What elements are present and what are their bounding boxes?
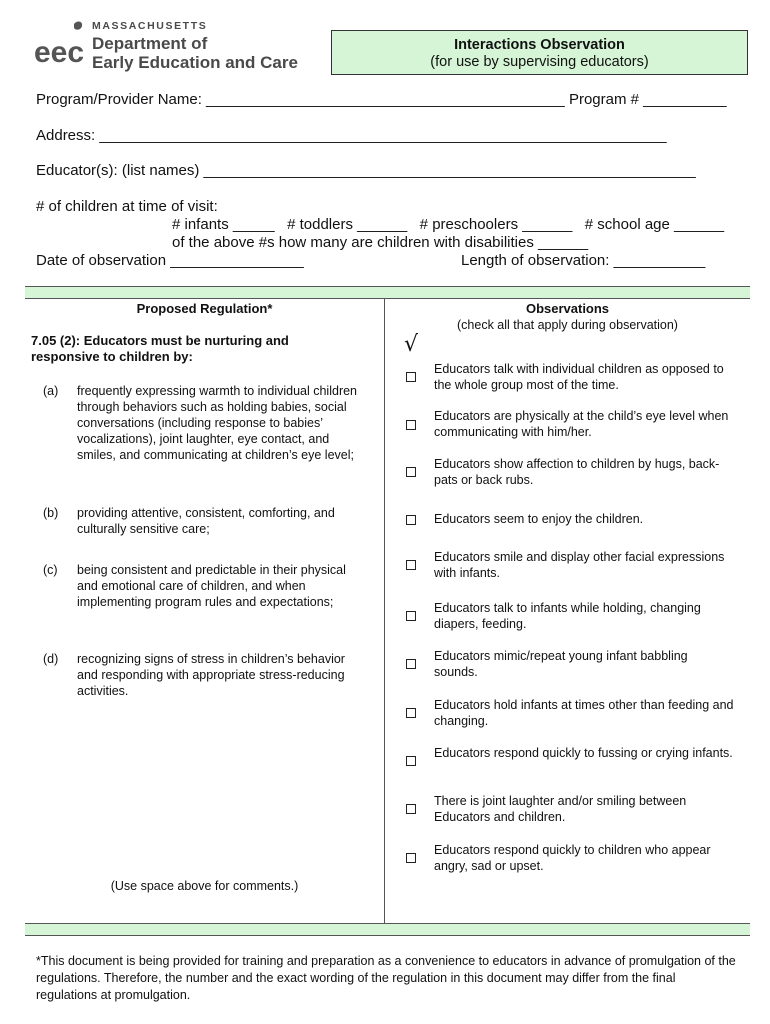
observations-subheader: (check all that apply during observation) — [457, 318, 678, 332]
eec-logo-mark — [34, 20, 90, 72]
observation-checkbox[interactable] — [406, 372, 416, 382]
children-counts-field[interactable]: # infants _____ # toddlers ______ # preschoolers ______ # school age ______ — [172, 216, 725, 233]
date-field[interactable]: Date of observation ________________ — [36, 252, 304, 269]
regulation-item-letter: (d) — [43, 652, 59, 666]
observation-item: Educators respond quickly to fussing or crying infants. — [434, 746, 733, 760]
observation-item: Educators smile and display other facial expressions with infants. — [434, 550, 725, 580]
disabilities-field[interactable]: of the above #s how many are children with disabilities ______ — [172, 234, 589, 251]
observations-header: Observations — [525, 301, 610, 316]
observation-item: Educators are physically at the child’s eye level when communicating with him/her. — [434, 409, 729, 439]
observation-item: Educators show affection to children by hugs, back-pats or back rubs. — [434, 457, 720, 487]
children-label: # of children at time of visit: — [36, 198, 218, 215]
observation-item: Educators mimic/repeat young infant babbling sounds. — [434, 649, 688, 679]
regulation-item-text: frequently expressing warmth to individual children through behaviors such as holding babies, social conversations (including response to babies’ vocalizations), joint laughter, eye contact, and smiles, and communicating at children’s eye level; — [77, 384, 358, 462]
regulation-item-letter: (c) — [43, 563, 58, 577]
observation-item: Educators seem to enjoy the children. — [434, 512, 644, 526]
regulation-item-letter: (a) — [43, 384, 59, 398]
observation-checkbox[interactable] — [406, 420, 416, 430]
observation-item: Educators respond quickly to children who appear angry, sad or upset. — [434, 843, 711, 873]
observation-checkbox[interactable] — [406, 659, 416, 669]
logo-name-line2: Early Education and Care — [92, 53, 298, 72]
observation-checkbox[interactable] — [406, 560, 416, 570]
address-field[interactable]: Address: ____________________________________________________________________ — [36, 127, 667, 144]
observation-checkbox[interactable] — [406, 467, 416, 477]
page-subtitle: (for use by supervising educators) — [430, 54, 649, 70]
regulation-item-text: being consistent and predictable in their physical and emotional care of children, and when implementing program rules and expectations; — [77, 563, 346, 609]
observation-checkbox[interactable] — [406, 756, 416, 766]
observation-checkbox[interactable] — [406, 853, 416, 863]
educators-field[interactable]: Educator(s): (list names) ___________________________________________________________ — [36, 162, 696, 179]
regulation-title: 7.05 (2): Educators must be nurturing and responsive to children by: — [31, 333, 289, 364]
logo-state: MASSACHUSETTS — [92, 20, 208, 32]
observation-item: Educators talk to infants while holding, changing diapers, feeding. — [434, 601, 701, 631]
footnote: *This document is being provided for training and preparation as a convenience to educators in advance of promulgation of the regulations. Therefore, the number and the exact wording of the regulation in this document may differ from the final regulations at promulgation. — [36, 954, 736, 1002]
eec-logo — [34, 20, 90, 72]
observation-item: Educators talk with individual children as opposed to the whole group most of the time. — [434, 362, 724, 392]
regulation-item-text: recognizing signs of stress in children’s behavior and responding with appropriate stress-reducing activities. — [77, 652, 345, 698]
comments-note: (Use space above for comments.) — [110, 879, 299, 893]
column-divider — [384, 299, 385, 923]
logo-mark-text: eec — [34, 36, 85, 69]
regulation-item-text: providing attentive, consistent, comforting, and culturally sensitive care; — [77, 506, 335, 536]
observation-item: There is joint laughter and/or smiling between Educators and children. — [434, 794, 687, 824]
regulation-header: Proposed Regulation* — [136, 301, 273, 316]
check-mark-icon: √ — [404, 332, 419, 357]
table-bottom-bar — [25, 923, 750, 936]
logo-name — [92, 34, 298, 72]
observation-checkbox[interactable] — [406, 515, 416, 525]
observation-checkbox[interactable] — [406, 611, 416, 621]
length-field[interactable]: Length of observation: ___________ — [461, 252, 706, 269]
observation-checkbox[interactable] — [406, 708, 416, 718]
observation-checkbox[interactable] — [406, 804, 416, 814]
table-top-bar — [25, 286, 750, 299]
observation-item: Educators hold infants at times other than feeding and changing. — [434, 698, 734, 728]
regulation-item-letter: (b) — [43, 506, 59, 520]
logo-name-line1: Department of — [92, 34, 208, 53]
program-field[interactable]: Program/Provider Name: ___________________________________________ Program # __________ — [36, 91, 727, 108]
title-box — [331, 30, 748, 75]
page-title: Interactions Observation — [454, 37, 625, 53]
